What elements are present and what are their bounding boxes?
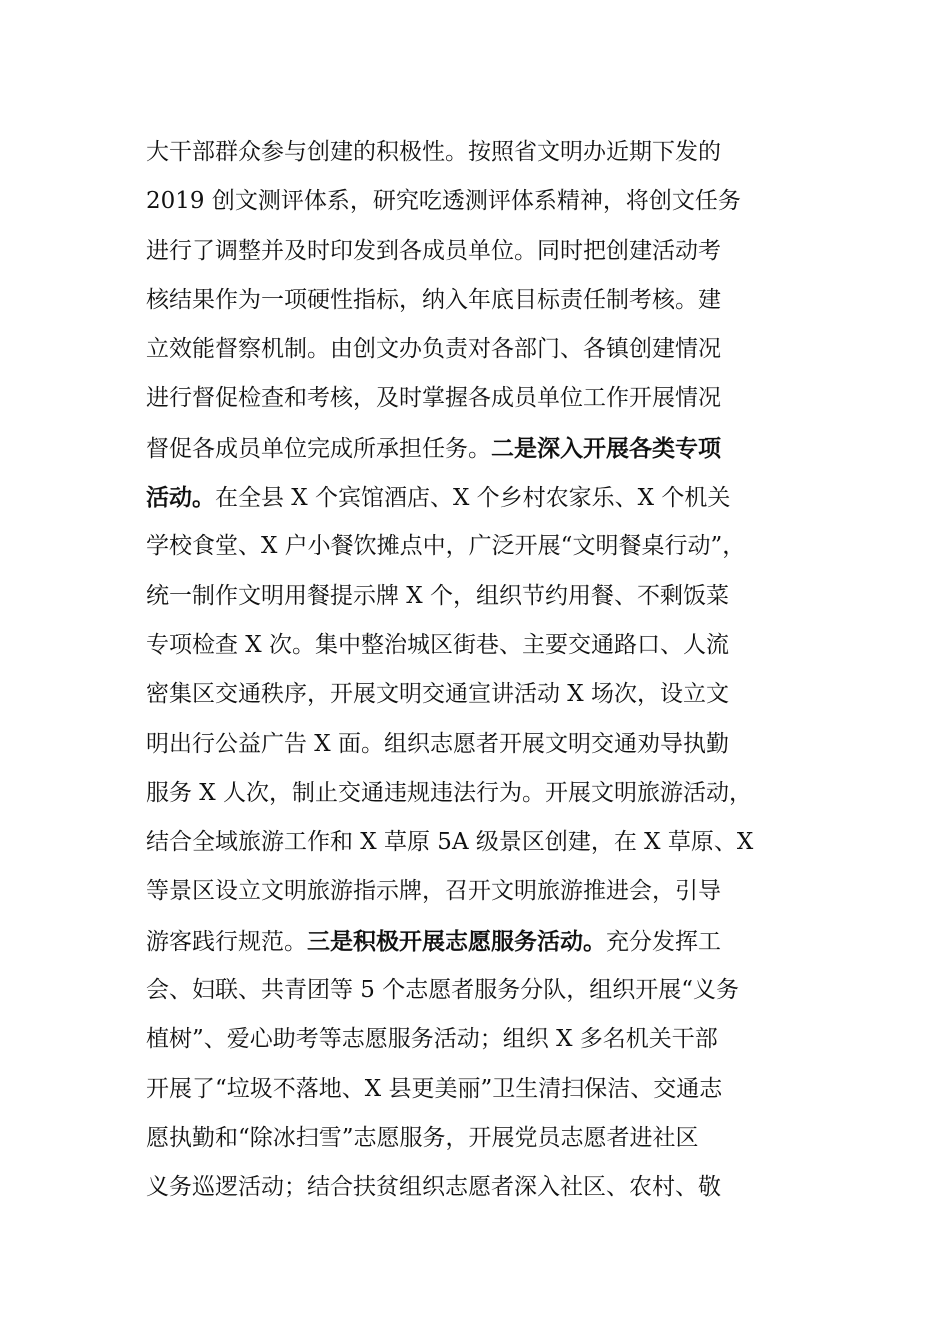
text-segment: 结合全域旅游工作和 X 草原 5A 级景区创建，在 X 草原、X bbox=[146, 829, 754, 856]
text-line bbox=[146, 473, 810, 522]
text-segment: 学校食堂、X 户小餐饮摊点中，广泛开展“文明餐桌行动”， bbox=[146, 533, 746, 560]
text-line bbox=[146, 227, 810, 276]
text-segment: 会、妇联、共青团等 5 个志愿者服务分队，组织开展“义务 bbox=[146, 977, 740, 1004]
text-segment: 进行督促检查和考核，及时掌握各成员单位工作开展情况 bbox=[146, 385, 721, 412]
text-segment: 专项检查 X 次。集中整治城区街巷、主要交通路口、人流 bbox=[146, 631, 729, 658]
text-segment: 植树”、爱心助考等志愿服务活动；组织 X 多名机关干部 bbox=[146, 1026, 718, 1053]
text-segment: 明出行公益广告 X 面。组织志愿者开展文明交通劝导执勤 bbox=[146, 730, 729, 757]
bold-heading-segment: 活动。 bbox=[146, 484, 215, 512]
text-line bbox=[146, 917, 810, 966]
text-segment: 立效能督察机制。由创文办负责对各部门、各镇创建情况 bbox=[146, 336, 721, 363]
text-segment: 开展了“垃圾不落地、X 县更美丽”卫生清扫保洁、交通志 bbox=[146, 1075, 723, 1102]
text-segment: 督促各成员单位完成所承担任务。 bbox=[146, 435, 491, 462]
text-line bbox=[146, 177, 810, 226]
text-segment: 义务巡逻活动；结合扶贫组织志愿者深入社区、农村、敬 bbox=[146, 1174, 721, 1201]
text-segment: 游客践行规范。 bbox=[146, 928, 307, 955]
text-segment: 密集区交通秩序，开展文明交通宣讲活动 X 场次，设立文 bbox=[146, 681, 729, 708]
text-line bbox=[146, 670, 810, 719]
text-segment: 大干部群众参与创建的积极性。按照省文明办近期下发的 bbox=[146, 139, 721, 165]
text-line bbox=[146, 621, 810, 670]
text-segment: 统一制作文明用餐提示牌 X 个，组织节约用餐、不剩饭菜 bbox=[146, 582, 729, 609]
text-line bbox=[146, 769, 810, 818]
text-line bbox=[146, 572, 810, 621]
text-line bbox=[146, 128, 810, 177]
text-line bbox=[146, 1163, 810, 1212]
text-segment: 充分发挥工 bbox=[606, 928, 721, 955]
text-line bbox=[146, 276, 810, 325]
text-segment: 服务 X 人次，制止交通违规违法行为。开展文明旅游活动， bbox=[146, 779, 752, 806]
text-line bbox=[146, 1114, 810, 1163]
text-line bbox=[146, 325, 810, 374]
text-segment: 核结果作为一项硬性指标，纳入年底目标责任制考核。建 bbox=[146, 286, 721, 313]
text-segment: 2019 创文测评体系，研究吃透测评体系精神，将创文任务 bbox=[146, 188, 741, 215]
text-line bbox=[146, 1015, 810, 1064]
text-segment: 等景区设立文明旅游指示牌，召开文明旅游推进会，引导 bbox=[146, 878, 721, 905]
text-line bbox=[146, 966, 810, 1015]
bold-heading-segment: 二是深入开展各类专项 bbox=[491, 434, 721, 462]
body-paragraph bbox=[146, 128, 810, 1213]
text-segment: 进行了调整并及时印发到各成员单位。同时把创建活动考 bbox=[146, 237, 721, 264]
text-segment: 愿执勤和“除冰扫雪”志愿服务，开展党员志愿者进社区 bbox=[146, 1124, 699, 1151]
text-line bbox=[146, 374, 810, 423]
text-line bbox=[146, 1065, 810, 1114]
text-segment: 在全县 X 个宾馆酒店、X 个乡村农家乐、X 个机关 bbox=[215, 485, 731, 512]
bold-heading-segment: 三是积极开展志愿服务活动。 bbox=[307, 927, 606, 955]
text-line bbox=[146, 720, 810, 769]
text-line bbox=[146, 818, 810, 867]
text-line bbox=[146, 867, 810, 916]
text-line bbox=[146, 424, 810, 473]
text-line bbox=[146, 522, 810, 571]
